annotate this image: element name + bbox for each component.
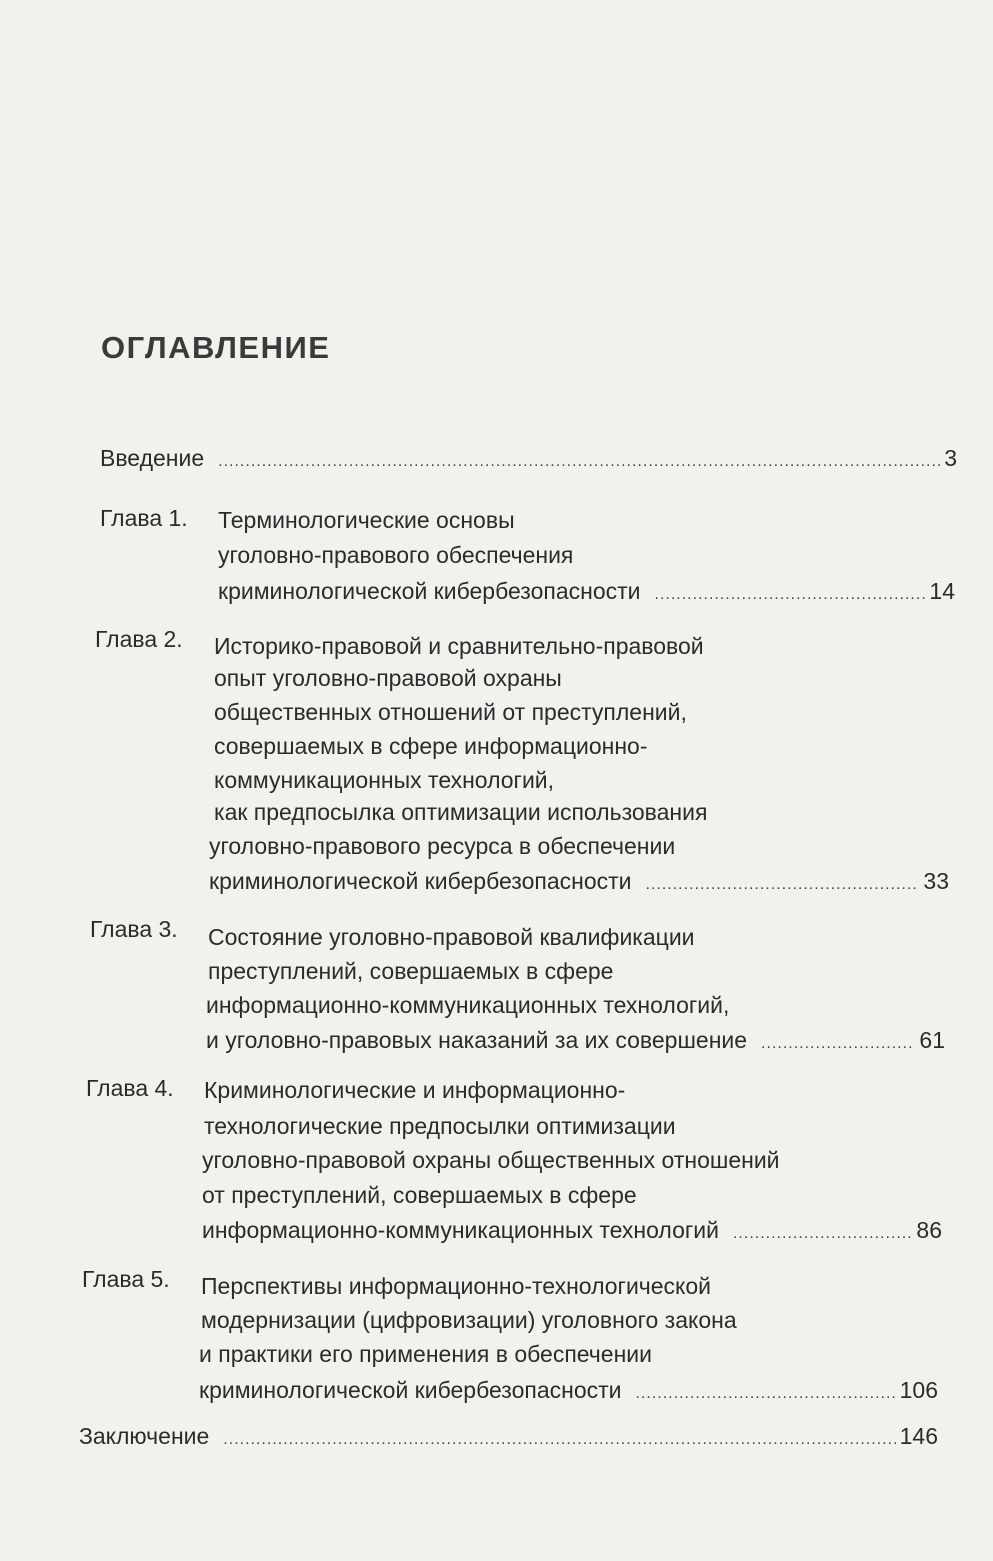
toc-page-number: 33 bbox=[923, 868, 949, 894]
page-title: ОГЛАВЛЕНИЕ bbox=[101, 330, 331, 365]
toc-chapter-title-line: Криминологические и информационно- bbox=[204, 1077, 626, 1103]
toc-chapter-title-line: как предпосылка оптимизации использования bbox=[214, 799, 708, 825]
toc-chapter-title-line: информационно-коммуникационных технологий, bbox=[206, 992, 730, 1018]
dot-leader bbox=[636, 1379, 896, 1409]
toc-chapter-last-line bbox=[218, 576, 955, 610]
toc-chapter-title-line: совершаемых в сфере информационно- bbox=[214, 733, 648, 759]
toc-entry-introduction bbox=[100, 443, 957, 477]
toc-chapter-title-line: Историко-правовой и сравнительно-правовой bbox=[214, 633, 704, 659]
toc-entry-label: Заключение bbox=[79, 1423, 210, 1449]
toc-chapter-title-line: уголовно-правовой охраны общественных отношений bbox=[202, 1147, 780, 1173]
dot-leader bbox=[733, 1219, 912, 1249]
toc-chapter-last-line bbox=[206, 1025, 945, 1059]
toc-page-number: 14 bbox=[929, 578, 955, 604]
toc-page-number: 61 bbox=[919, 1027, 945, 1053]
toc-chapter-label: Глава 3. bbox=[90, 916, 178, 942]
toc-chapter-title-line: и практики его применения в обеспечении bbox=[199, 1341, 652, 1367]
toc-chapter-last-line bbox=[209, 866, 949, 900]
toc-chapter-title-line: Состояние уголовно-правовой квалификации bbox=[208, 924, 695, 950]
dot-leader bbox=[655, 580, 926, 610]
toc-chapter-title-line: модернизации (цифровизации) уголовного закона bbox=[201, 1307, 737, 1333]
toc-chapter-last-line bbox=[202, 1215, 942, 1249]
dot-leader bbox=[218, 447, 940, 477]
toc-chapter-title-line: Терминологические основы bbox=[218, 507, 515, 533]
toc-chapter-title-line: криминологической кибербезопасности bbox=[218, 578, 641, 604]
toc-chapter-title-line: общественных отношений от преступлений, bbox=[214, 699, 687, 725]
toc-page-number: 146 bbox=[899, 1423, 938, 1449]
toc-chapter-label: Глава 4. bbox=[86, 1075, 174, 1101]
toc-chapter-label: Глава 2. bbox=[95, 626, 183, 652]
toc-chapter-title-line: преступлений, совершаемых в сфере bbox=[208, 958, 614, 984]
toc-chapter-last-line bbox=[199, 1375, 938, 1409]
toc-chapter-title-line: опыт уголовно-правовой охраны bbox=[214, 665, 562, 691]
toc-entry-conclusion bbox=[79, 1421, 938, 1455]
toc-chapter-title-line: коммуникационных технологий, bbox=[214, 767, 555, 793]
dot-leader bbox=[223, 1425, 895, 1455]
toc-page-number: 106 bbox=[899, 1377, 938, 1403]
toc-chapter-title-line: уголовно-правового ресурса в обеспечении bbox=[209, 833, 676, 859]
toc-chapter-title-line: Перспективы информационно-технологической bbox=[201, 1273, 712, 1299]
toc-page-number: 86 bbox=[916, 1217, 942, 1243]
toc-chapter-title-line: криминологической кибербезопасности bbox=[209, 868, 632, 894]
dot-leader bbox=[761, 1029, 915, 1059]
toc-chapter-label: Глава 1. bbox=[100, 505, 188, 531]
toc-chapter-label: Глава 5. bbox=[82, 1266, 170, 1292]
toc-chapter-title-line: и уголовно-правовых наказаний за их совершение bbox=[206, 1027, 748, 1053]
toc-entry-label: Введение bbox=[100, 445, 205, 471]
dot-leader bbox=[646, 870, 920, 900]
toc-chapter-title-line: технологические предпосылки оптимизации bbox=[204, 1113, 676, 1139]
toc-chapter-title-line: криминологической кибербезопасности bbox=[199, 1377, 622, 1403]
toc-page-number: 3 bbox=[944, 445, 957, 471]
toc-chapter-title-line: от преступлений, совершаемых в сфере bbox=[202, 1182, 637, 1208]
toc-chapter-title-line: уголовно-правового обеспечения bbox=[218, 542, 574, 568]
toc-chapter-title-line: информационно-коммуникационных технологий bbox=[202, 1217, 719, 1243]
